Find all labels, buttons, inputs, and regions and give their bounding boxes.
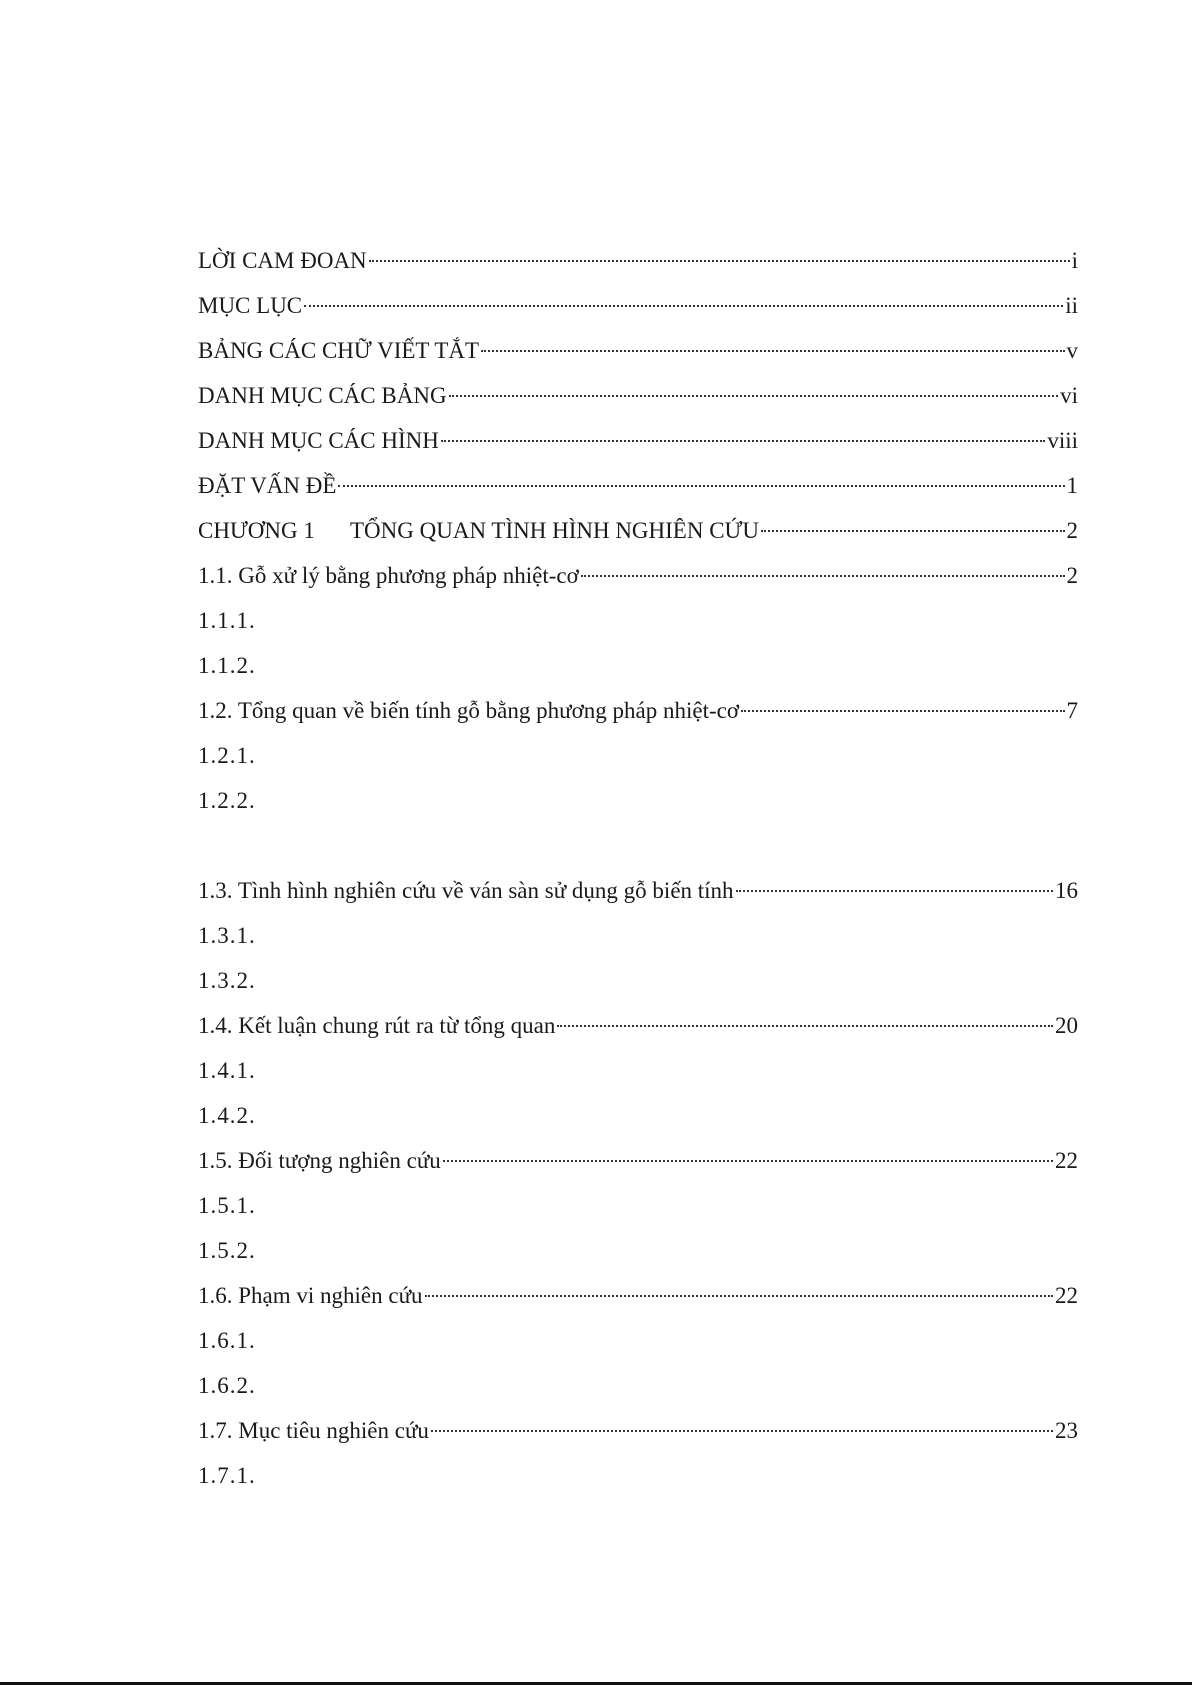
toc-entry-label: MỤC LỤC [198,293,303,318]
toc-entry[interactable] [198,1138,1078,1183]
toc-entry-label: 1.5. Đối tượng nghiên cứu [198,1148,441,1173]
toc-entry-page: 2 [1066,518,1078,543]
toc-subentry-label: 1.1.2. [198,653,256,678]
dot-leader [557,1023,1053,1027]
toc-subentry-label: 1.5.1. [198,1193,256,1218]
toc-subentry[interactable] [198,598,1078,643]
toc-entry[interactable] [198,283,1078,328]
toc-subentry[interactable] [198,733,1078,778]
toc-entry-page: ii [1065,293,1078,318]
toc-entry-page: 16 [1055,878,1078,903]
toc-subentry[interactable] [198,1363,1078,1408]
dot-leader [443,1158,1053,1162]
toc-subentry[interactable] [198,778,1078,868]
toc-subentry-label: 1.2.1. [198,743,256,768]
toc-chapter-entry[interactable] [198,508,1078,553]
toc-entry-label: 1.7. Mục tiêu nghiên cứu [198,1418,429,1443]
toc-entry-page: 2 [1066,563,1078,588]
toc-entry-page: 22 [1055,1283,1078,1308]
toc-entry-label: ĐẶT VẤN ĐỀ [198,473,337,498]
toc-entry[interactable] [198,328,1078,373]
toc-entry[interactable] [198,1273,1078,1318]
toc-subentry[interactable] [198,1183,1078,1228]
dot-leader [736,888,1053,892]
dot-leader [338,483,1064,487]
toc-subentry[interactable] [198,1228,1078,1273]
toc-entry-page: vi [1060,383,1078,408]
toc-subentry-label: 1.6.2. [198,1373,256,1398]
toc-entry[interactable] [198,238,1078,283]
toc-entry-page: 22 [1055,1148,1078,1173]
toc-entry[interactable] [198,1003,1078,1048]
toc-subentry[interactable] [198,643,1078,688]
table-of-contents [198,238,1078,1498]
dot-leader [425,1293,1053,1297]
toc-subentry-label: 1.4.1. [198,1058,256,1083]
toc-entry[interactable] [198,418,1078,463]
dot-leader [369,258,1070,262]
toc-subentry-label: 1.3.2. [198,968,256,993]
toc-entry-label: 1.3. Tình hình nghiên cứu về ván sàn sử dụng gỗ biến tính [198,878,734,903]
chapter-title: TỔNG QUAN TÌNH HÌNH NGHIÊN CỨU [350,518,760,543]
toc-entry-page: i [1071,248,1078,273]
toc-subentry[interactable] [198,1093,1078,1138]
toc-subentry-label: 1.7.1. [198,1463,256,1488]
toc-entry-page: 7 [1066,698,1078,723]
toc-entry-label: 1.2. Tổng quan về biến tính gỗ bằng phương pháp nhiệt-cơ [198,698,739,723]
toc-subentry-label: 1.4.2. [198,1103,256,1128]
chapter-number: CHƯƠNG 1 [198,518,315,543]
toc-entry[interactable] [198,1408,1078,1453]
dot-leader [441,438,1045,442]
dot-leader [761,528,1064,532]
toc-subentry[interactable] [198,1453,1078,1498]
toc-entry-page: 1 [1066,473,1078,498]
dot-leader [304,303,1063,307]
toc-entry[interactable] [198,868,1078,913]
toc-entry-page: viii [1047,428,1078,453]
toc-subentry[interactable] [198,1048,1078,1093]
dot-leader [431,1428,1053,1432]
toc-subentry-label: 1.1.1. [198,608,256,633]
toc-entry[interactable] [198,373,1078,418]
toc-subentry[interactable] [198,913,1078,958]
toc-entry[interactable] [198,553,1078,598]
toc-entry-label: DANH MỤC CÁC BẢNG [198,383,447,408]
toc-entry-label: DANH MỤC CÁC HÌNH [198,428,439,453]
toc-subentry-label: 1.2.2. [198,788,256,813]
toc-entry-label: 1.6. Phạm vi nghiên cứu [198,1283,423,1308]
toc-entry-label: BẢNG CÁC CHỮ VIẾT TẮT [198,338,480,363]
toc-subentry-label: 1.5.2. [198,1238,256,1263]
toc-subentry-label: 1.6.1. [198,1328,256,1353]
toc-entry-label: LỜI CAM ĐOAN [198,248,367,273]
dot-leader [741,708,1065,712]
toc-entry-page: 23 [1055,1418,1078,1443]
toc-entry-label: 1.1. Gỗ xử lý bằng phương pháp nhiệt-cơ [198,563,579,588]
toc-subentry[interactable] [198,1318,1078,1363]
toc-entry-label: 1.4. Kết luận chung rút ra từ tổng quan [198,1013,556,1038]
toc-entry[interactable] [198,688,1078,733]
toc-subentry[interactable] [198,958,1078,1003]
toc-subentry-label: 1.3.1. [198,923,256,948]
toc-entry-page: v [1066,338,1078,363]
toc-entry[interactable] [198,463,1078,508]
dot-leader [581,573,1065,577]
dot-leader [449,393,1059,397]
dot-leader [481,348,1064,352]
toc-entry-page: 20 [1055,1013,1078,1038]
